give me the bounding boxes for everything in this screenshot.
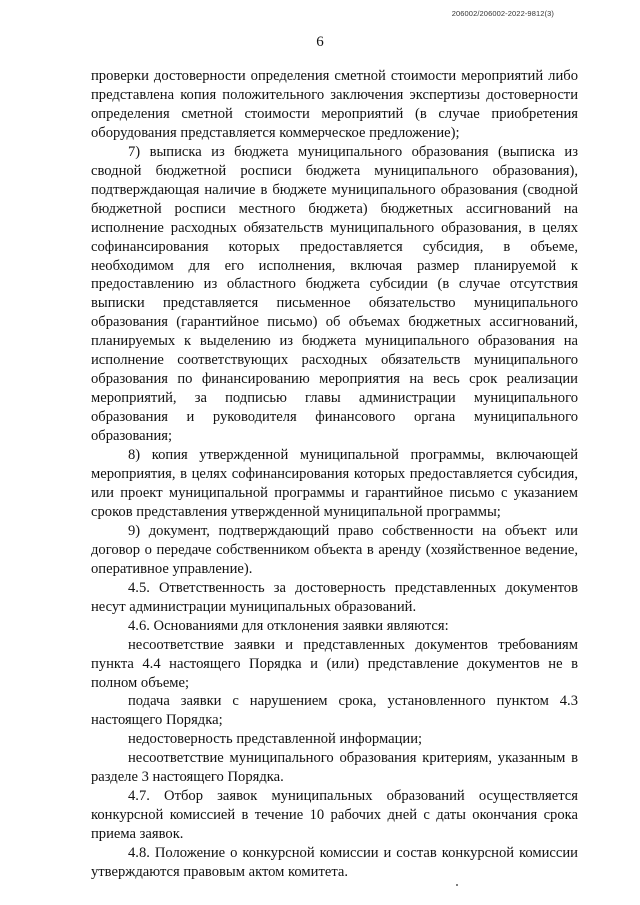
paragraph: несоответствие муниципального образования критериям, указанным в разделе 3 настоящего Порядка. xyxy=(91,750,578,786)
paragraph: 4.7. Отбор заявок муниципальных образований осуществляется конкурсной комиссией в течение 10 рабочих дней с даты окончания срока приема заявок. xyxy=(91,788,578,843)
paragraph: 9) документ, подтверждающий право собственности на объект или договор о передаче собственником объекта в аренду (хозяйственное ведение, оперативное управление). xyxy=(91,522,578,577)
document-body xyxy=(91,67,578,882)
paragraph: несоответствие заявки и представленных документов требованиям пункта 4.4 настоящего Порядка и (или) представление документов не в полном объеме; xyxy=(91,636,578,691)
paragraph: 4.5. Ответственность за достоверность представленных документов несут администрации муниципальных образований. xyxy=(91,579,578,615)
paragraph: недостоверность представленной информации; xyxy=(128,731,423,748)
scan-speck xyxy=(456,884,458,886)
paragraph: 4.8. Положение о конкурсной комиссии и состав конкурсной комиссии утверждаются правовым актом комитета. xyxy=(91,845,578,881)
paragraph: 8) копия утвержденной муниципальной программы, включающей мероприятия, в целях софинансирования которых предоставляется субсидия, или проект муниципальной программы и гарантийное письмо с указанием сроков представления утвержденной муниципальной программы; xyxy=(91,447,578,520)
document-id: 206002/206002-2022-9812(3) xyxy=(451,9,554,18)
paragraph: 7) выписка из бюджета муниципального образования (выписка из сводной бюджетной росписи бюджета муниципального образования), подтверждающая наличие в бюджете муниципального образования (сводной бюджетной росписи местного бюджета) бюджетных ассигнований на исполнение расходных обязательств муниципального образования, в целях софинансирования которых предоставляется субсидия, в объеме, необходимом для его исполнения, включая размер планируемой к предоставлению из областного бюджета субсидии (в случае отсутствия выписки представляется письменное обязательство муниципального образования (гарантийное письмо) об объемах бюджетных ассигнований, планируемых к выделению из бюджета муниципального образования на исполнение соответствующих расходных обязательств муниципального образования по финансированию мероприятия на весь срок реализации мероприятий, за подписью главы администрации муниципального образования и руководителя финансового органа муниципального образования; xyxy=(91,143,578,445)
paragraph: 4.6. Основаниями для отклонения заявки являются: xyxy=(128,617,449,634)
paragraph: проверки достоверности определения сметной стоимости мероприятий либо представлена копия положительного заключения экспертизы достоверности определения сметной стоимости мероприятий (в случае приобретения оборудования представляется коммерческое предложение); xyxy=(91,68,578,141)
page-number: 6 xyxy=(316,34,324,50)
paragraph: подача заявки с нарушением срока, установленного пунктом 4.3 настоящего Порядка; xyxy=(91,693,578,729)
